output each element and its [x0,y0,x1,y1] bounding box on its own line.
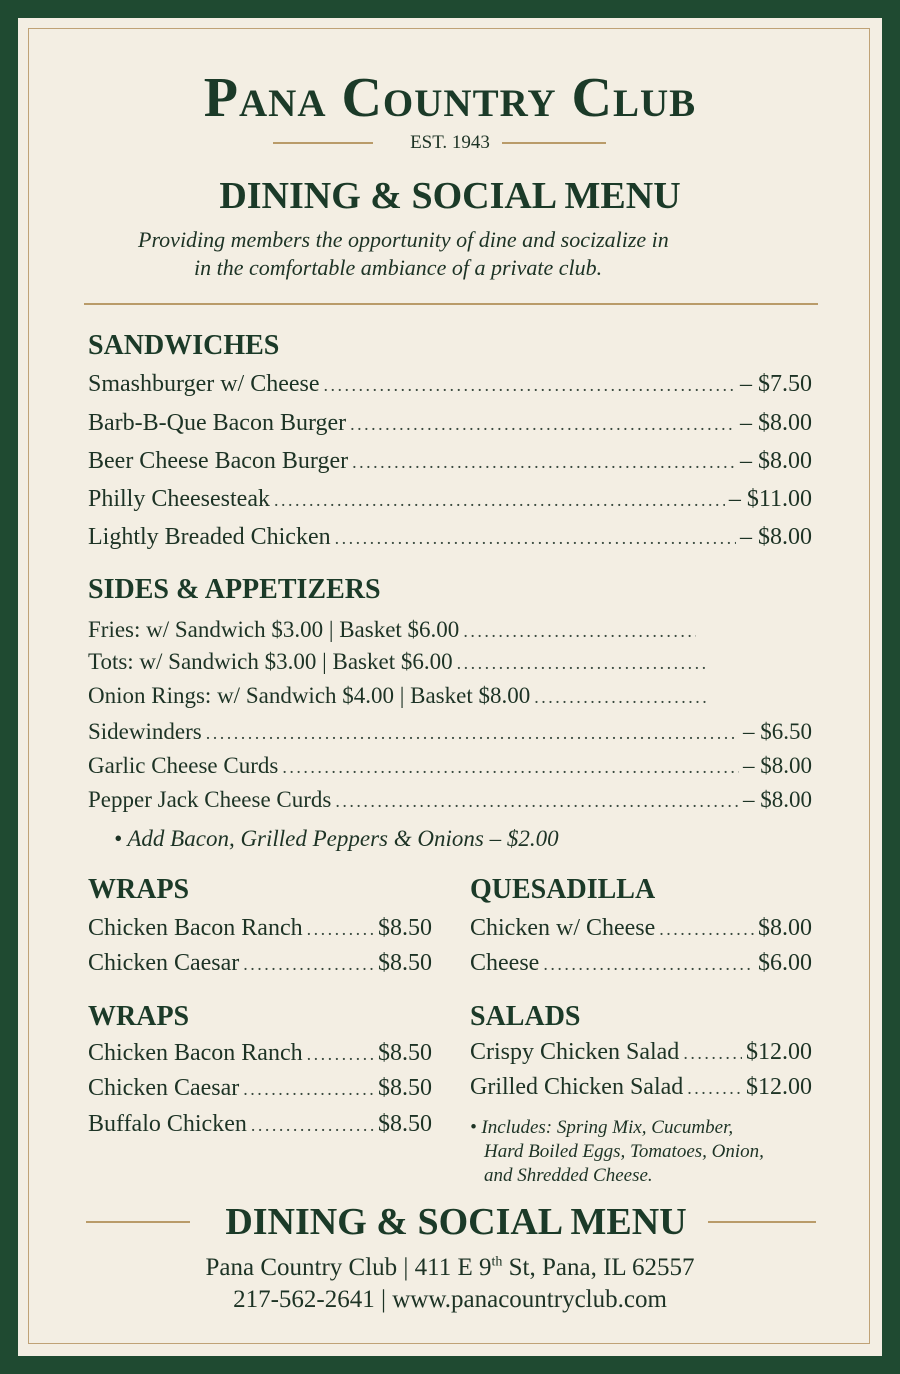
menu-item [88,1111,432,1138]
item-price: $12.00 [746,1039,812,1065]
section-title-sandwiches: SANDWICHES [88,330,280,361]
item-name: Chicken Bacon Ranch [88,1040,303,1066]
dot-leader [335,528,736,549]
menu-item [88,683,710,709]
item-price: – $8.00 [740,524,812,550]
item-name: Cheese [470,950,540,976]
item-name: Buffalo Chicken [88,1111,247,1137]
dot-leader [463,621,696,642]
item-price: $8.50 [378,1075,432,1101]
item-name: Pepper Jack Cheese Curds [88,787,332,812]
salad-note-line2: Hard Boiled Eggs, Tomatoes, Onion, [484,1141,764,1162]
menu-item [88,787,812,813]
section-title-salads: SALADS [470,1001,581,1032]
item-name: Chicken w/ Cheese [470,915,656,941]
menu-item [88,410,812,437]
menu-item [88,753,812,779]
dot-leader [243,1079,374,1100]
menu-item [88,448,812,475]
menu-item [470,1039,812,1066]
item-name: Fries: w/ Sandwich $3.00 | Basket $6.00 [88,617,460,642]
dot-leader [307,919,374,940]
established: EST. 1943 [410,132,490,153]
sides-addon-note: • Add Bacon, Grilled Peppers & Onions – $2.00 [114,826,559,851]
item-name: Beer Cheese Bacon Burger [88,448,349,474]
footer-contact: 217-562-2641 | www.panacountryclub.com [233,1286,667,1313]
item-name: Lightly Breaded Chicken [88,524,331,550]
divider [84,303,818,305]
section-title-quesadilla: QUESADILLA [470,874,656,905]
item-name: Crispy Chicken Salad [470,1039,680,1065]
item-name: Chicken Caesar [88,1075,240,1101]
dot-leader [457,653,706,674]
dot-leader [534,687,706,708]
menu-item [88,1040,432,1067]
item-price: $6.00 [758,950,812,976]
menu-item [88,617,700,643]
menu-item [470,1074,812,1101]
dot-leader [251,1115,374,1136]
dot-leader [282,757,739,778]
menu-item [88,371,812,398]
dot-leader [659,919,754,940]
dot-leader [543,954,754,975]
item-price: – $8.00 [740,410,812,436]
item-price: – $6.50 [743,719,812,744]
dot-leader [206,723,739,744]
item-price: $8.50 [378,915,432,941]
footer-address: Pana Country Club | 411 E 9th St, Pana, IL 62557 [205,1254,695,1281]
item-name: Grilled Chicken Salad [470,1074,684,1100]
salad-note-line3: and Shredded Cheese. [484,1165,653,1186]
club-name: Pana Country Club [203,67,697,129]
item-price: – $8.00 [743,787,812,812]
item-price: $8.50 [378,950,432,976]
dot-leader [243,954,374,975]
menu-item [88,1075,432,1102]
item-price: – $11.00 [728,486,812,512]
section-title-wraps2: WRAPS [88,1001,190,1032]
section-title-wraps1: WRAPS [88,874,190,905]
menu-item [470,950,812,977]
item-name: Sidewinders [88,719,202,744]
menu-item [88,950,432,977]
item-name: Philly Cheesesteak [88,486,270,512]
section-title-sides: SIDES & APPETIZERS [88,574,381,605]
menu-item [88,649,710,675]
item-name: Chicken Caesar [88,950,240,976]
item-name: Garlic Cheese Curds [88,753,279,778]
divider [502,142,606,144]
dot-leader [324,375,736,396]
menu-item [88,486,812,513]
dot-leader [307,1044,374,1065]
item-price: – $8.00 [743,753,812,778]
tagline-line2: in the comfortable ambiance of a private club. [194,255,603,280]
menu-item [88,915,432,942]
dot-leader [335,791,739,812]
menu-item [88,719,812,745]
menu-item [470,915,812,942]
item-name: Tots: w/ Sandwich $3.00 | Basket $6.00 [88,649,453,674]
tagline-line1: Providing members the opportunity of dine and socizalize in [138,227,669,252]
dot-leader [687,1078,742,1099]
divider [708,1221,816,1223]
item-price: – $8.00 [740,448,812,474]
item-name: Onion Rings: w/ Sandwich $4.00 | Basket $8.00 [88,683,531,708]
item-price: $8.00 [758,915,812,941]
menu-title: DINING & SOCIAL MENU [219,175,681,217]
dot-leader [352,452,736,473]
item-price: – $7.50 [740,371,812,397]
dot-leader [683,1043,742,1064]
item-price: $8.50 [378,1040,432,1066]
menu-item [88,524,812,551]
salad-note-line1: • Includes: Spring Mix, Cucumber, [470,1117,734,1138]
item-name: Barb-B-Que Bacon Burger [88,410,347,436]
item-name: Chicken Bacon Ranch [88,915,303,941]
dot-leader [350,414,736,435]
item-name: Smashburger w/ Cheese [88,371,320,397]
dot-leader [274,490,725,511]
footer-menu-title: DINING & SOCIAL MENU [225,1201,687,1243]
item-price: $12.00 [746,1074,812,1100]
item-price: $8.50 [378,1111,432,1137]
